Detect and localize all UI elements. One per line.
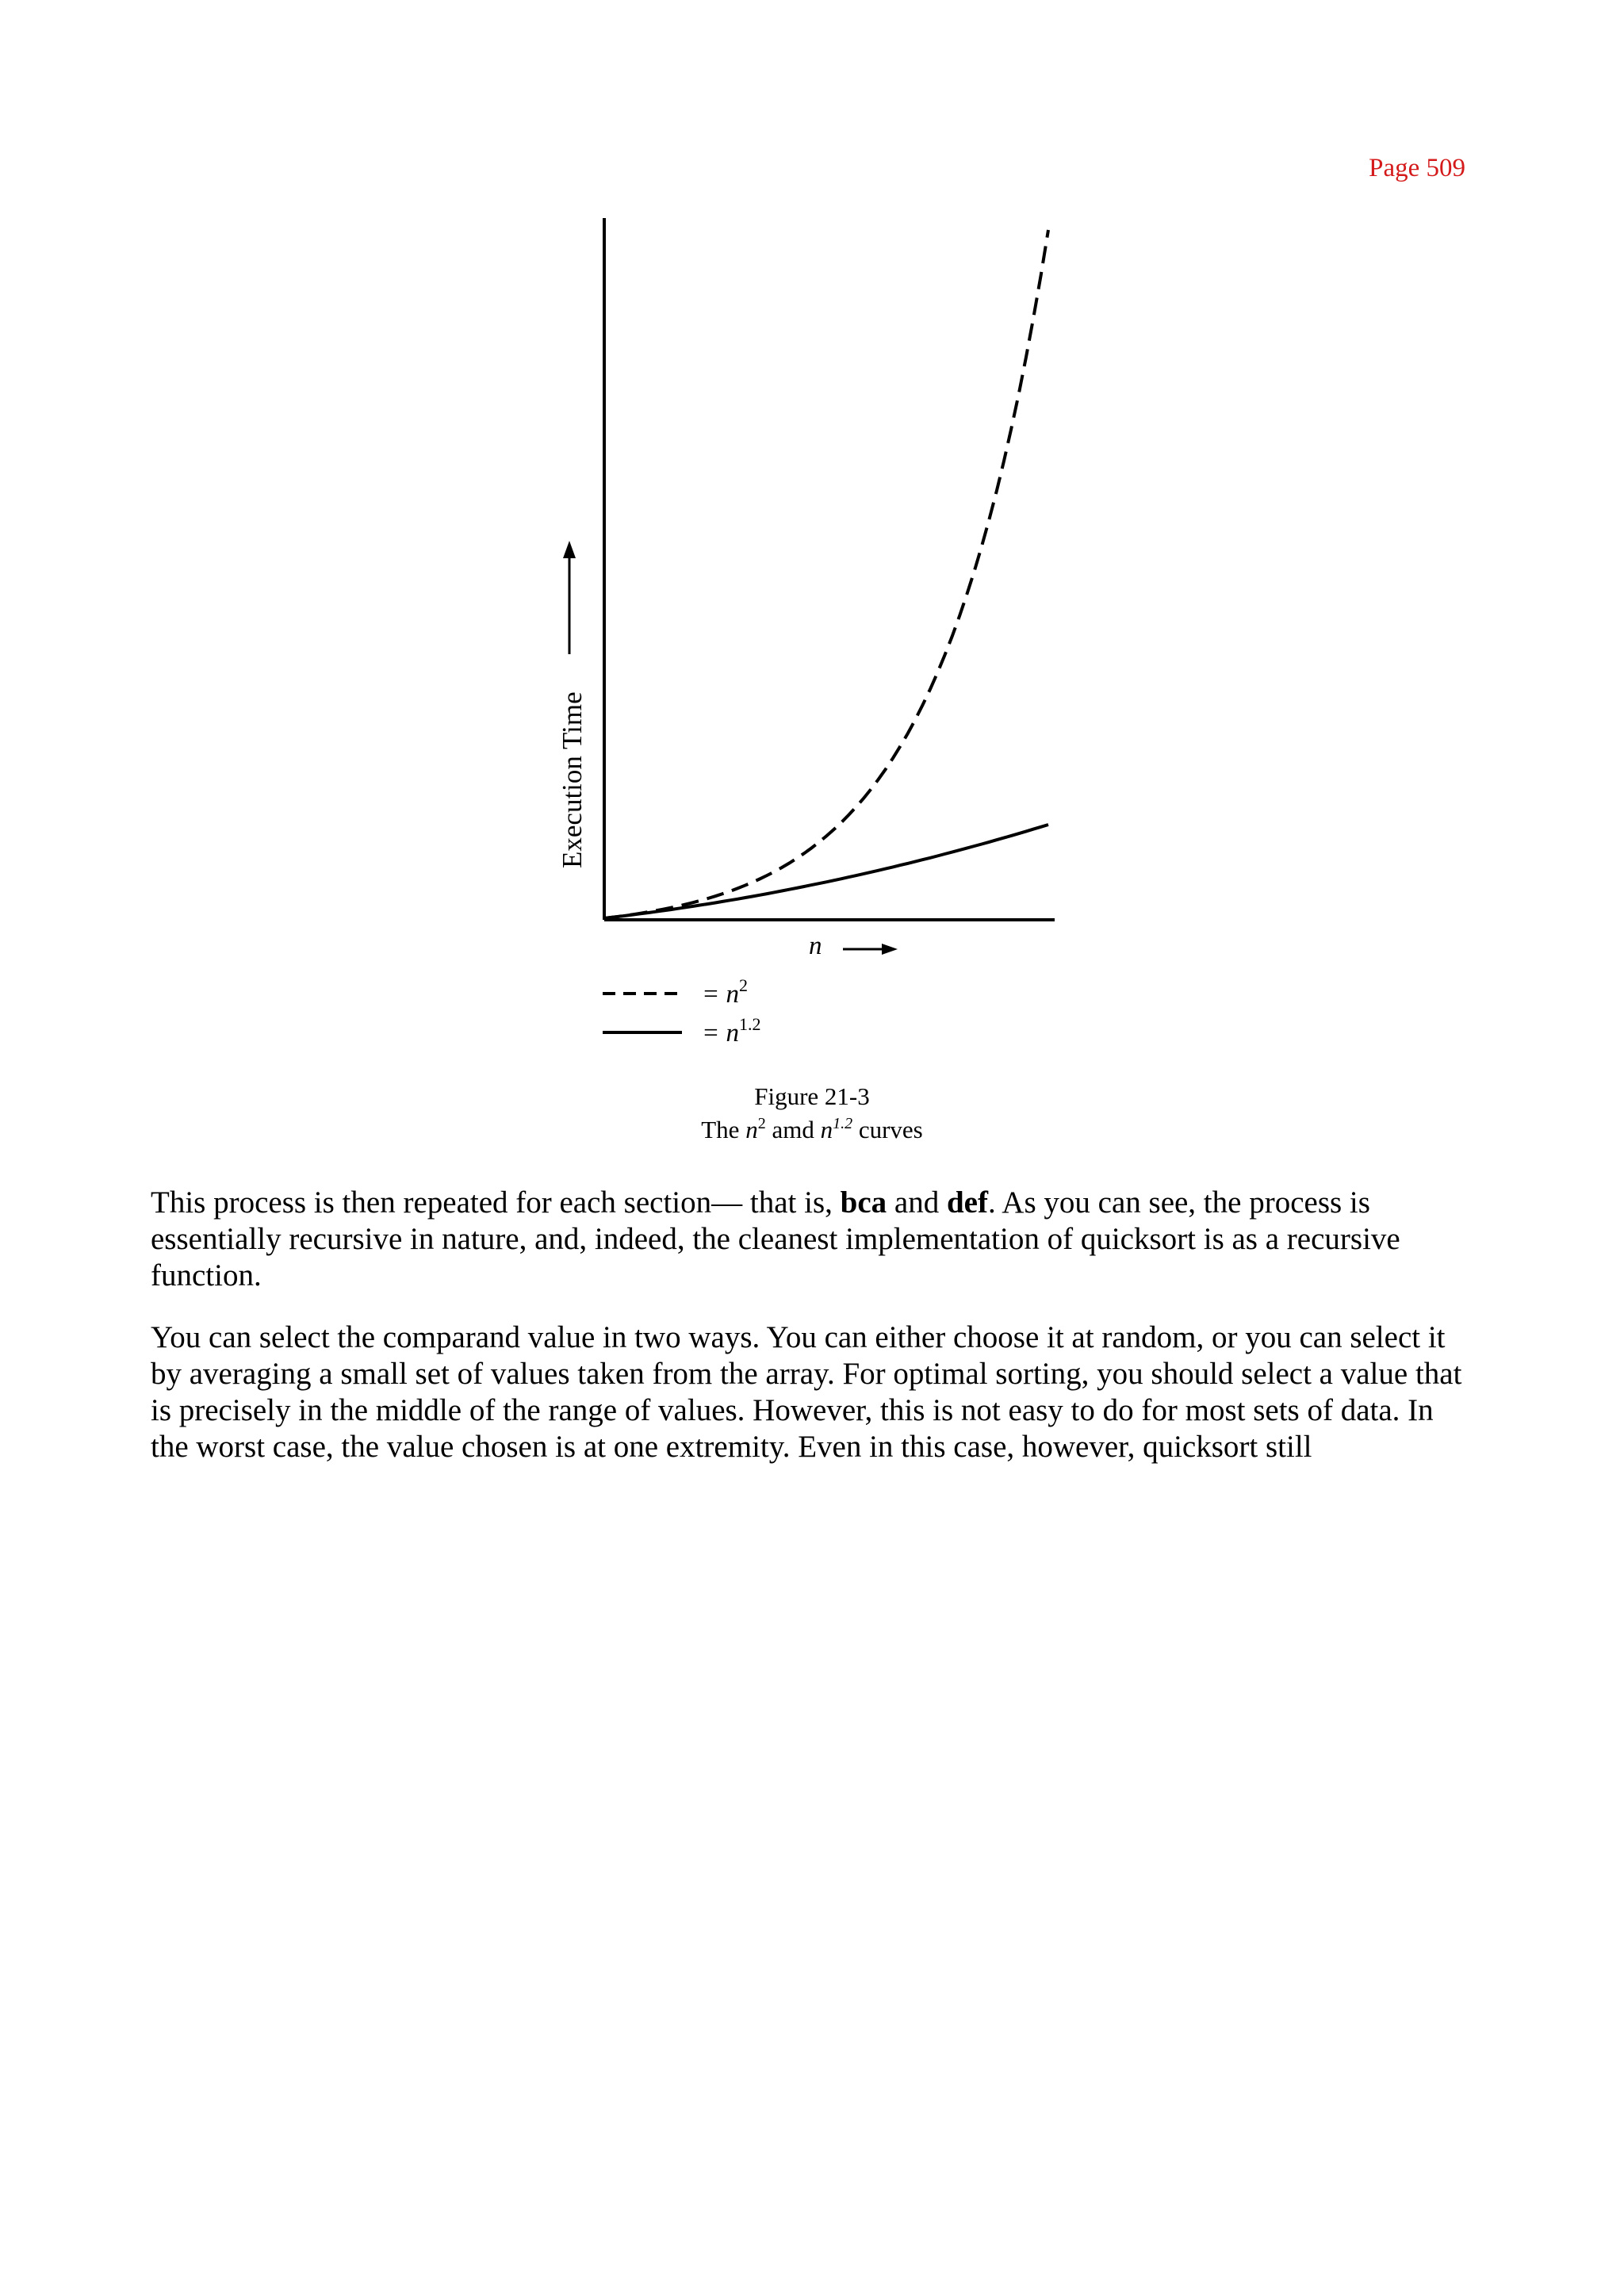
figure-caption: The $n^2$ amd $n^{1.2}$ curves xyxy=(701,1115,923,1143)
paragraph-2: You can select the comparand value in two ways. You can either choose it at random, or you can select it by averaging a small set of values taken from the array. For optimal sorting, you should select a value that is precisely in the middle of the range of values. However, this is not easy to do for most sets of data. In the worst case, the value chosen is at one extremity. Even in this case, however, quicksort still xyxy=(151,1320,1462,1464)
y-axis-label: Execution Time xyxy=(557,691,588,868)
x-axis-arrowhead xyxy=(882,944,898,955)
legend-n-squared: = $n^2$ xyxy=(702,975,749,1009)
figure-caption-title: Figure 21-3 xyxy=(754,1082,870,1110)
legend-n-1-2: = $n^{1.2}$ xyxy=(702,1014,761,1047)
page-number: Page 509 xyxy=(1369,154,1465,182)
paragraph-1: This process is then repeated for each section— that is, bca and def. As you can see, the process is essentially recursive in nature, and, indeed, the cleanest implementation of quicksort is as a recursive function. xyxy=(151,1185,1400,1293)
n-1-2-curve xyxy=(604,825,1048,918)
x-axis-label: n xyxy=(809,932,822,960)
n-squared-curve xyxy=(604,230,1048,918)
y-axis-arrowhead xyxy=(563,541,576,558)
execution-time-figure xyxy=(0,0,1624,1110)
